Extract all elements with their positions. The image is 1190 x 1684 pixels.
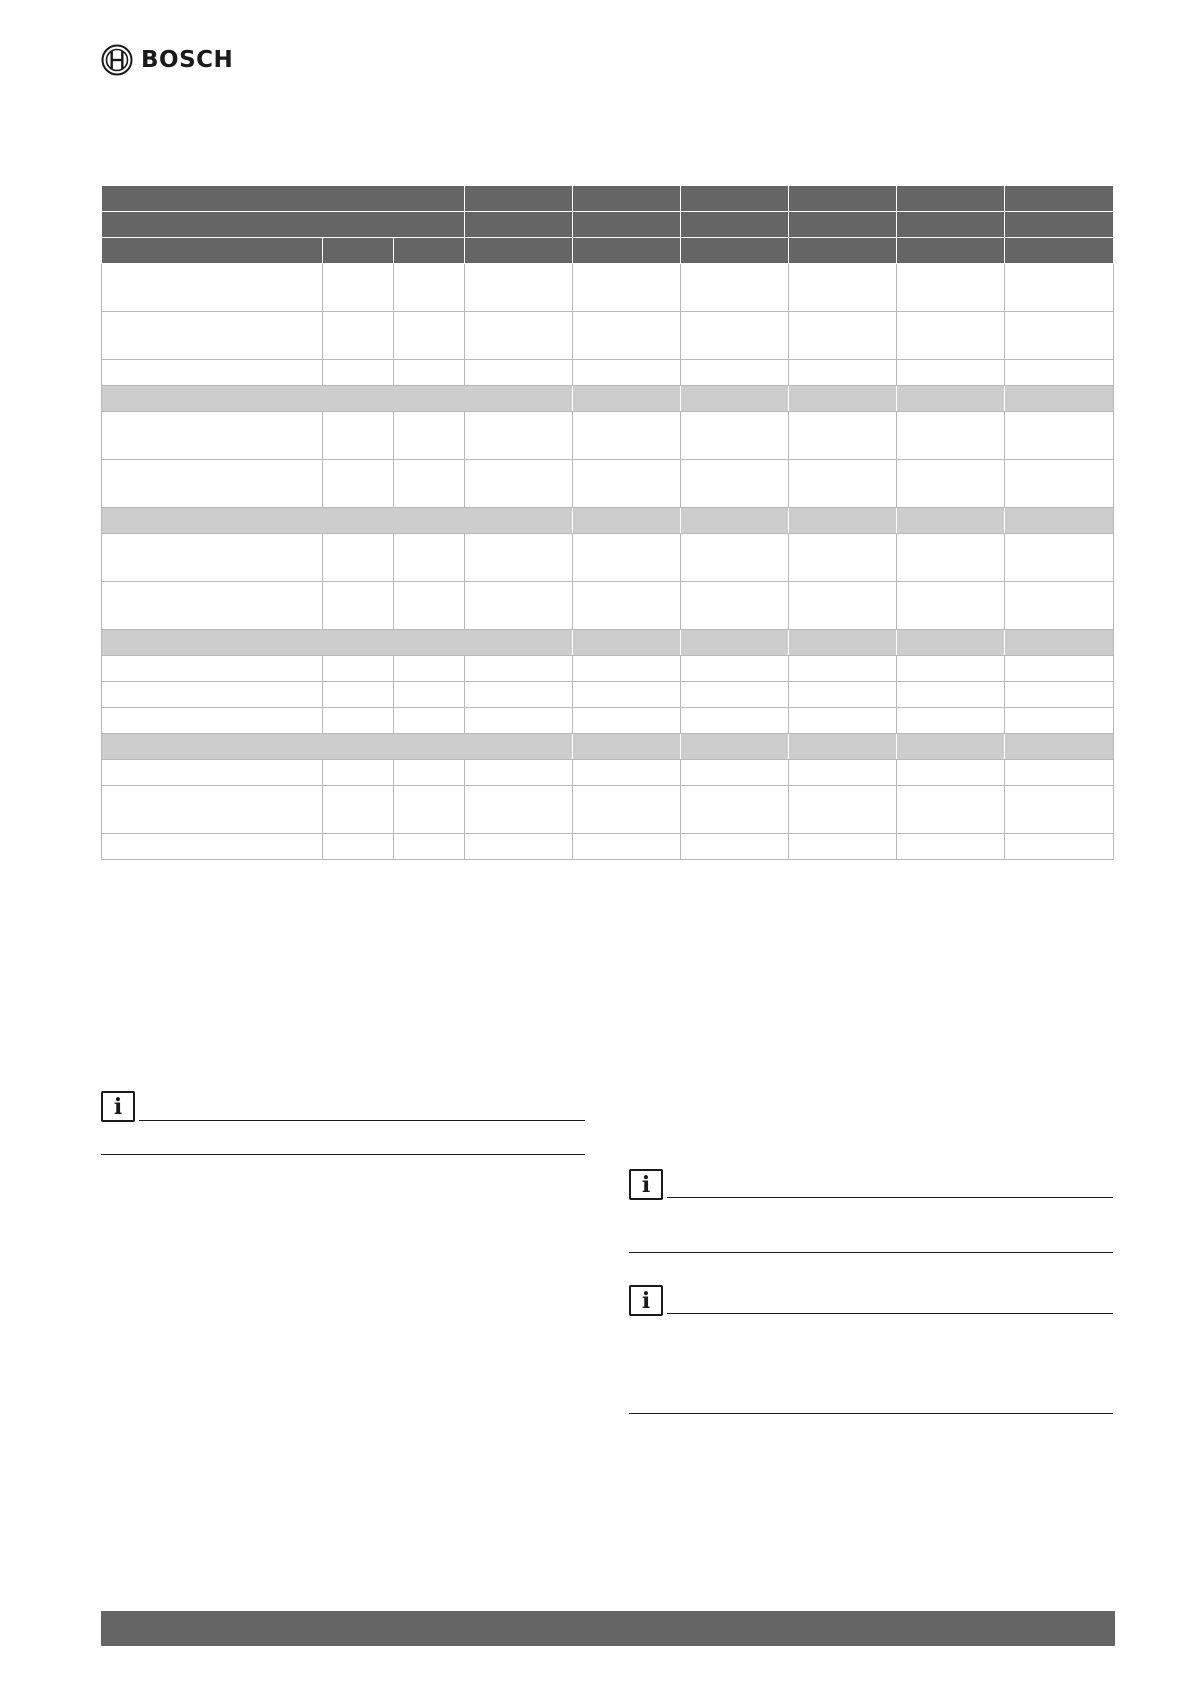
table-row xyxy=(102,360,1114,386)
table-cell xyxy=(789,582,897,630)
table-cell xyxy=(681,708,789,734)
table-cell xyxy=(573,360,681,386)
section-cell xyxy=(102,386,573,412)
table-cell xyxy=(465,582,573,630)
table-row xyxy=(102,460,1114,508)
section-cell xyxy=(789,630,897,656)
table-cell xyxy=(1005,656,1114,682)
section-cell xyxy=(897,630,1005,656)
table-cell xyxy=(1005,264,1114,312)
table-cell xyxy=(102,786,323,834)
table-cell xyxy=(897,460,1005,508)
table-cell xyxy=(789,264,897,312)
table-cell xyxy=(789,534,897,582)
table-cell xyxy=(573,534,681,582)
header-cell xyxy=(789,238,897,264)
section-cell xyxy=(789,508,897,534)
header-cell xyxy=(681,212,789,238)
header-cell xyxy=(1005,212,1114,238)
section-cell xyxy=(573,630,681,656)
table-cell xyxy=(102,460,323,508)
note-top-rule xyxy=(667,1313,1113,1314)
table-cell xyxy=(681,460,789,508)
note-top-rule xyxy=(667,1197,1113,1198)
table-cell xyxy=(394,708,465,734)
table-header-row-2 xyxy=(102,212,1114,238)
table-cell xyxy=(465,656,573,682)
table-cell xyxy=(102,682,323,708)
table-cell xyxy=(323,264,394,312)
section-cell xyxy=(102,508,573,534)
table-row xyxy=(102,786,1114,834)
table-cell xyxy=(102,312,323,360)
header-cell xyxy=(789,212,897,238)
header-cell xyxy=(897,238,1005,264)
table-row xyxy=(102,412,1114,460)
header-cell xyxy=(465,238,573,264)
table-cell xyxy=(1005,760,1114,786)
table-cell xyxy=(789,682,897,708)
specification-table xyxy=(101,185,1114,860)
table-cell xyxy=(1005,834,1114,860)
table-cell xyxy=(465,360,573,386)
table-cell xyxy=(323,534,394,582)
section-cell xyxy=(573,508,681,534)
header-cell xyxy=(789,186,897,212)
info-icon: i xyxy=(629,1169,663,1200)
table-cell xyxy=(897,312,1005,360)
note-bottom-rule xyxy=(101,1154,585,1155)
table-cell xyxy=(897,582,1005,630)
table-cell xyxy=(573,708,681,734)
table-cell xyxy=(102,834,323,860)
table-cell xyxy=(394,834,465,860)
table-row xyxy=(102,534,1114,582)
table-cell xyxy=(1005,460,1114,508)
table-cell xyxy=(394,312,465,360)
header-cell xyxy=(394,238,465,264)
table-row xyxy=(102,708,1114,734)
note-bottom-rule xyxy=(629,1413,1113,1414)
section-cell xyxy=(897,386,1005,412)
section-cell xyxy=(681,508,789,534)
table-cell xyxy=(897,412,1005,460)
header-cell xyxy=(573,186,681,212)
table-section-row xyxy=(102,734,1114,760)
section-cell xyxy=(1005,508,1114,534)
table-section-row xyxy=(102,386,1114,412)
table-cell xyxy=(1005,682,1114,708)
table-cell xyxy=(681,264,789,312)
header-cell xyxy=(1005,186,1114,212)
section-cell xyxy=(789,386,897,412)
section-cell xyxy=(897,508,1005,534)
table-cell xyxy=(465,460,573,508)
table-cell xyxy=(394,656,465,682)
note-top-rule xyxy=(139,1120,585,1121)
table-cell xyxy=(789,412,897,460)
table-cell xyxy=(897,708,1005,734)
table-row xyxy=(102,264,1114,312)
header-cell xyxy=(897,212,1005,238)
table-cell xyxy=(102,582,323,630)
bosch-armature-icon xyxy=(101,44,133,76)
table-cell xyxy=(897,682,1005,708)
header-cell xyxy=(465,212,573,238)
table-cell xyxy=(573,312,681,360)
table-cell xyxy=(573,656,681,682)
section-cell xyxy=(789,734,897,760)
table-cell xyxy=(1005,312,1114,360)
table-cell xyxy=(394,412,465,460)
table-cell xyxy=(465,264,573,312)
brand-name: BOSCH xyxy=(141,47,234,73)
info-icon: i xyxy=(629,1285,663,1316)
section-cell xyxy=(681,630,789,656)
table-cell xyxy=(573,412,681,460)
table-cell xyxy=(681,534,789,582)
table-cell xyxy=(465,760,573,786)
table-cell xyxy=(789,312,897,360)
table-cell xyxy=(102,708,323,734)
table-cell xyxy=(573,760,681,786)
table-cell xyxy=(573,682,681,708)
table-cell xyxy=(897,786,1005,834)
header-cell xyxy=(323,238,394,264)
section-cell xyxy=(1005,630,1114,656)
table-cell xyxy=(897,264,1005,312)
section-cell xyxy=(573,386,681,412)
header-cell xyxy=(465,186,573,212)
table-cell xyxy=(102,656,323,682)
header-cell xyxy=(681,186,789,212)
table-cell xyxy=(789,708,897,734)
table-cell xyxy=(394,760,465,786)
table-cell xyxy=(573,834,681,860)
table-cell xyxy=(394,264,465,312)
table-cell xyxy=(789,834,897,860)
table-section-row xyxy=(102,630,1114,656)
table-cell xyxy=(1005,708,1114,734)
table-cell xyxy=(323,786,394,834)
info-icon: i xyxy=(101,1091,135,1122)
table-cell xyxy=(681,786,789,834)
table-cell xyxy=(573,460,681,508)
header-cell xyxy=(897,186,1005,212)
table-cell xyxy=(323,834,394,860)
table-cell xyxy=(323,656,394,682)
table-cell xyxy=(573,786,681,834)
table-cell xyxy=(323,682,394,708)
header-cell xyxy=(573,212,681,238)
table-cell xyxy=(465,412,573,460)
section-cell xyxy=(897,734,1005,760)
table-cell xyxy=(323,460,394,508)
header-cell xyxy=(102,238,323,264)
table-row xyxy=(102,760,1114,786)
table-cell xyxy=(681,412,789,460)
section-cell xyxy=(1005,734,1114,760)
table-cell xyxy=(102,534,323,582)
table-cell xyxy=(102,264,323,312)
table-cell xyxy=(897,656,1005,682)
header-cell xyxy=(573,238,681,264)
header-cell xyxy=(102,186,465,212)
table-cell xyxy=(1005,582,1114,630)
table-row xyxy=(102,656,1114,682)
note-bottom-rule xyxy=(629,1252,1113,1253)
table-cell xyxy=(102,760,323,786)
section-cell xyxy=(102,630,573,656)
table-cell xyxy=(323,582,394,630)
table-cell xyxy=(102,412,323,460)
table-cell xyxy=(573,264,681,312)
table-cell xyxy=(789,760,897,786)
brand-logo xyxy=(101,44,233,76)
table-section-row xyxy=(102,508,1114,534)
table-cell xyxy=(789,360,897,386)
table-cell xyxy=(1005,534,1114,582)
table-cell xyxy=(897,760,1005,786)
table-cell xyxy=(394,582,465,630)
table-cell xyxy=(789,786,897,834)
table-cell xyxy=(394,360,465,386)
table-cell xyxy=(681,656,789,682)
table-cell xyxy=(1005,786,1114,834)
section-cell xyxy=(102,734,573,760)
table-cell xyxy=(323,312,394,360)
header-cell xyxy=(681,238,789,264)
table-cell xyxy=(323,760,394,786)
table-cell xyxy=(465,834,573,860)
table-row xyxy=(102,312,1114,360)
table-cell xyxy=(465,708,573,734)
table-header-row-1 xyxy=(102,186,1114,212)
table-cell xyxy=(681,360,789,386)
table-cell xyxy=(394,786,465,834)
table-cell xyxy=(789,656,897,682)
table-cell xyxy=(1005,412,1114,460)
table-cell xyxy=(681,582,789,630)
table-cell xyxy=(573,582,681,630)
table-cell xyxy=(897,834,1005,860)
table-cell xyxy=(465,312,573,360)
table-cell xyxy=(465,786,573,834)
table-cell xyxy=(394,460,465,508)
table-cell xyxy=(789,460,897,508)
table-cell xyxy=(394,534,465,582)
table-cell xyxy=(465,534,573,582)
table-row xyxy=(102,682,1114,708)
section-cell xyxy=(681,734,789,760)
table-cell xyxy=(323,708,394,734)
table-cell xyxy=(323,360,394,386)
table-cell xyxy=(1005,360,1114,386)
table-cell xyxy=(681,312,789,360)
table-cell xyxy=(394,682,465,708)
table-row xyxy=(102,582,1114,630)
footer-bar xyxy=(101,1611,1115,1646)
table-cell xyxy=(681,834,789,860)
section-cell xyxy=(681,386,789,412)
table-header-row-3 xyxy=(102,238,1114,264)
section-cell xyxy=(1005,386,1114,412)
table-cell xyxy=(681,682,789,708)
table-cell xyxy=(897,534,1005,582)
table-cell xyxy=(897,360,1005,386)
table-row xyxy=(102,834,1114,860)
table-cell xyxy=(102,360,323,386)
table-cell xyxy=(465,682,573,708)
header-cell xyxy=(102,212,465,238)
section-cell xyxy=(573,734,681,760)
table-cell xyxy=(681,760,789,786)
table-cell xyxy=(323,412,394,460)
header-cell xyxy=(1005,238,1114,264)
